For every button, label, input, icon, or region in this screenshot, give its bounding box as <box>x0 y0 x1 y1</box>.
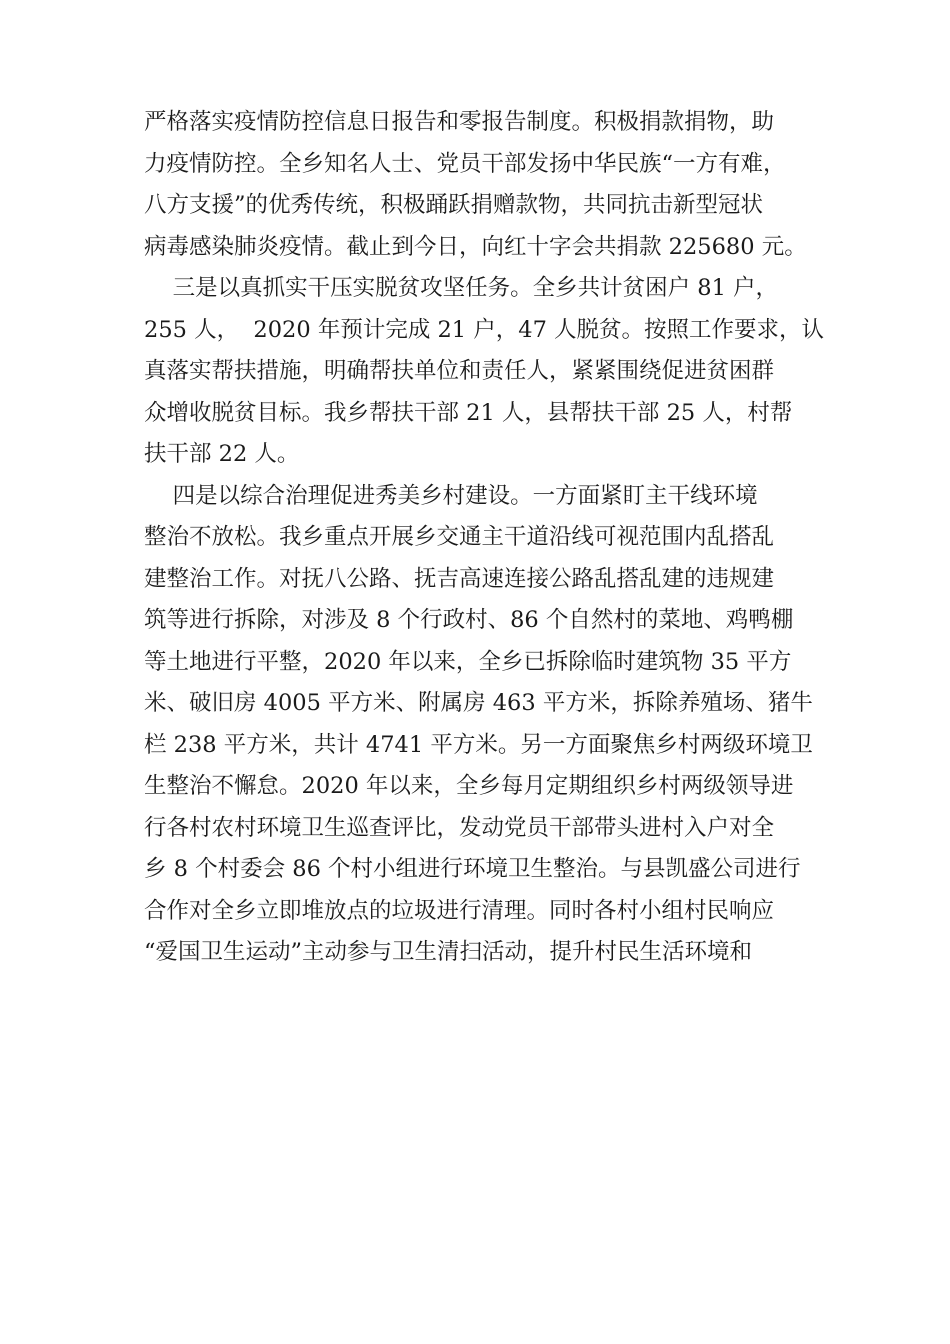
text-line: 合作对全乡立即堆放点的垃圾进行清理。同时各村小组村民响应 <box>144 897 775 924</box>
text-line: 真落实帮扶措施，明确帮扶单位和责任人，紧紧围绕促进贫困群 <box>144 358 775 384</box>
text-line: 力疫情防控。全乡知名人士、党员干部发扬中华民族“一方有难， <box>144 150 786 177</box>
text-line: 扶干部 22 人。 <box>144 441 300 467</box>
text-line: 乡 8 个村委会 86 个村小组进行环境卫生整治。与县凯盛公司进行 <box>144 856 801 882</box>
text-line: 严格落实疫情防控信息日报告和零报告制度。积极捐款捐物，助 <box>144 109 775 135</box>
text-line: 四是以综合治理促进秀美乡村建设。一方面紧盯主干线环境 <box>144 482 758 509</box>
text-line: 三是以真抓实干压实脱贫攻坚任务。全乡共计贫困户 81 户， <box>144 275 779 301</box>
document-body <box>144 102 825 974</box>
text-line: 255 人， 2020 年预计完成 21 户，47 人脱贫。按照工作要求，认 <box>144 316 825 343</box>
text-line: 米、破旧房 4005 平方米、附属房 463 平方米，拆除养殖场、猪牛 <box>144 690 813 716</box>
text-line: 栏 238 平方米，共计 4741 平方米。另一方面聚焦乡村两级环境卫 <box>144 731 813 758</box>
text-line: 整治不放松。我乡重点开展乡交通主干道沿线可视范围内乱搭乱 <box>144 524 775 550</box>
text-line: 等土地进行平整，2020 年以来，全乡已拆除临时建筑物 35 平方 <box>144 648 792 675</box>
text-line: 建整治工作。对抚八公路、抚吉高速连接公路乱搭乱建的违规建 <box>144 565 775 592</box>
text-line: 病毒感染肺炎疫情。截止到今日，向红十字会共捐款 225680 元。 <box>144 233 807 260</box>
text-line: “爱国卫生运动”主动参与卫生清扫活动，提升村民生活环境和 <box>144 939 753 965</box>
text-line: 筑等进行拆除，对涉及 8 个行政村、86 个自然村的菜地、鸡鸭棚 <box>144 607 794 633</box>
text-line: 八方支援”的优秀传统，积极踊跃捐赠款物，共同抗击新型冠状 <box>144 192 764 218</box>
text-line: 生整治不懈怠。2020 年以来，全乡每月定期组织乡村两级领导进 <box>144 773 794 799</box>
text-line: 行各村农村环境卫生巡查评比，发动党员干部带头进村入户对全 <box>144 814 775 841</box>
text-line: 众增收脱贫目标。我乡帮扶干部 21 人，县帮扶干部 25 人，村帮 <box>144 399 793 426</box>
